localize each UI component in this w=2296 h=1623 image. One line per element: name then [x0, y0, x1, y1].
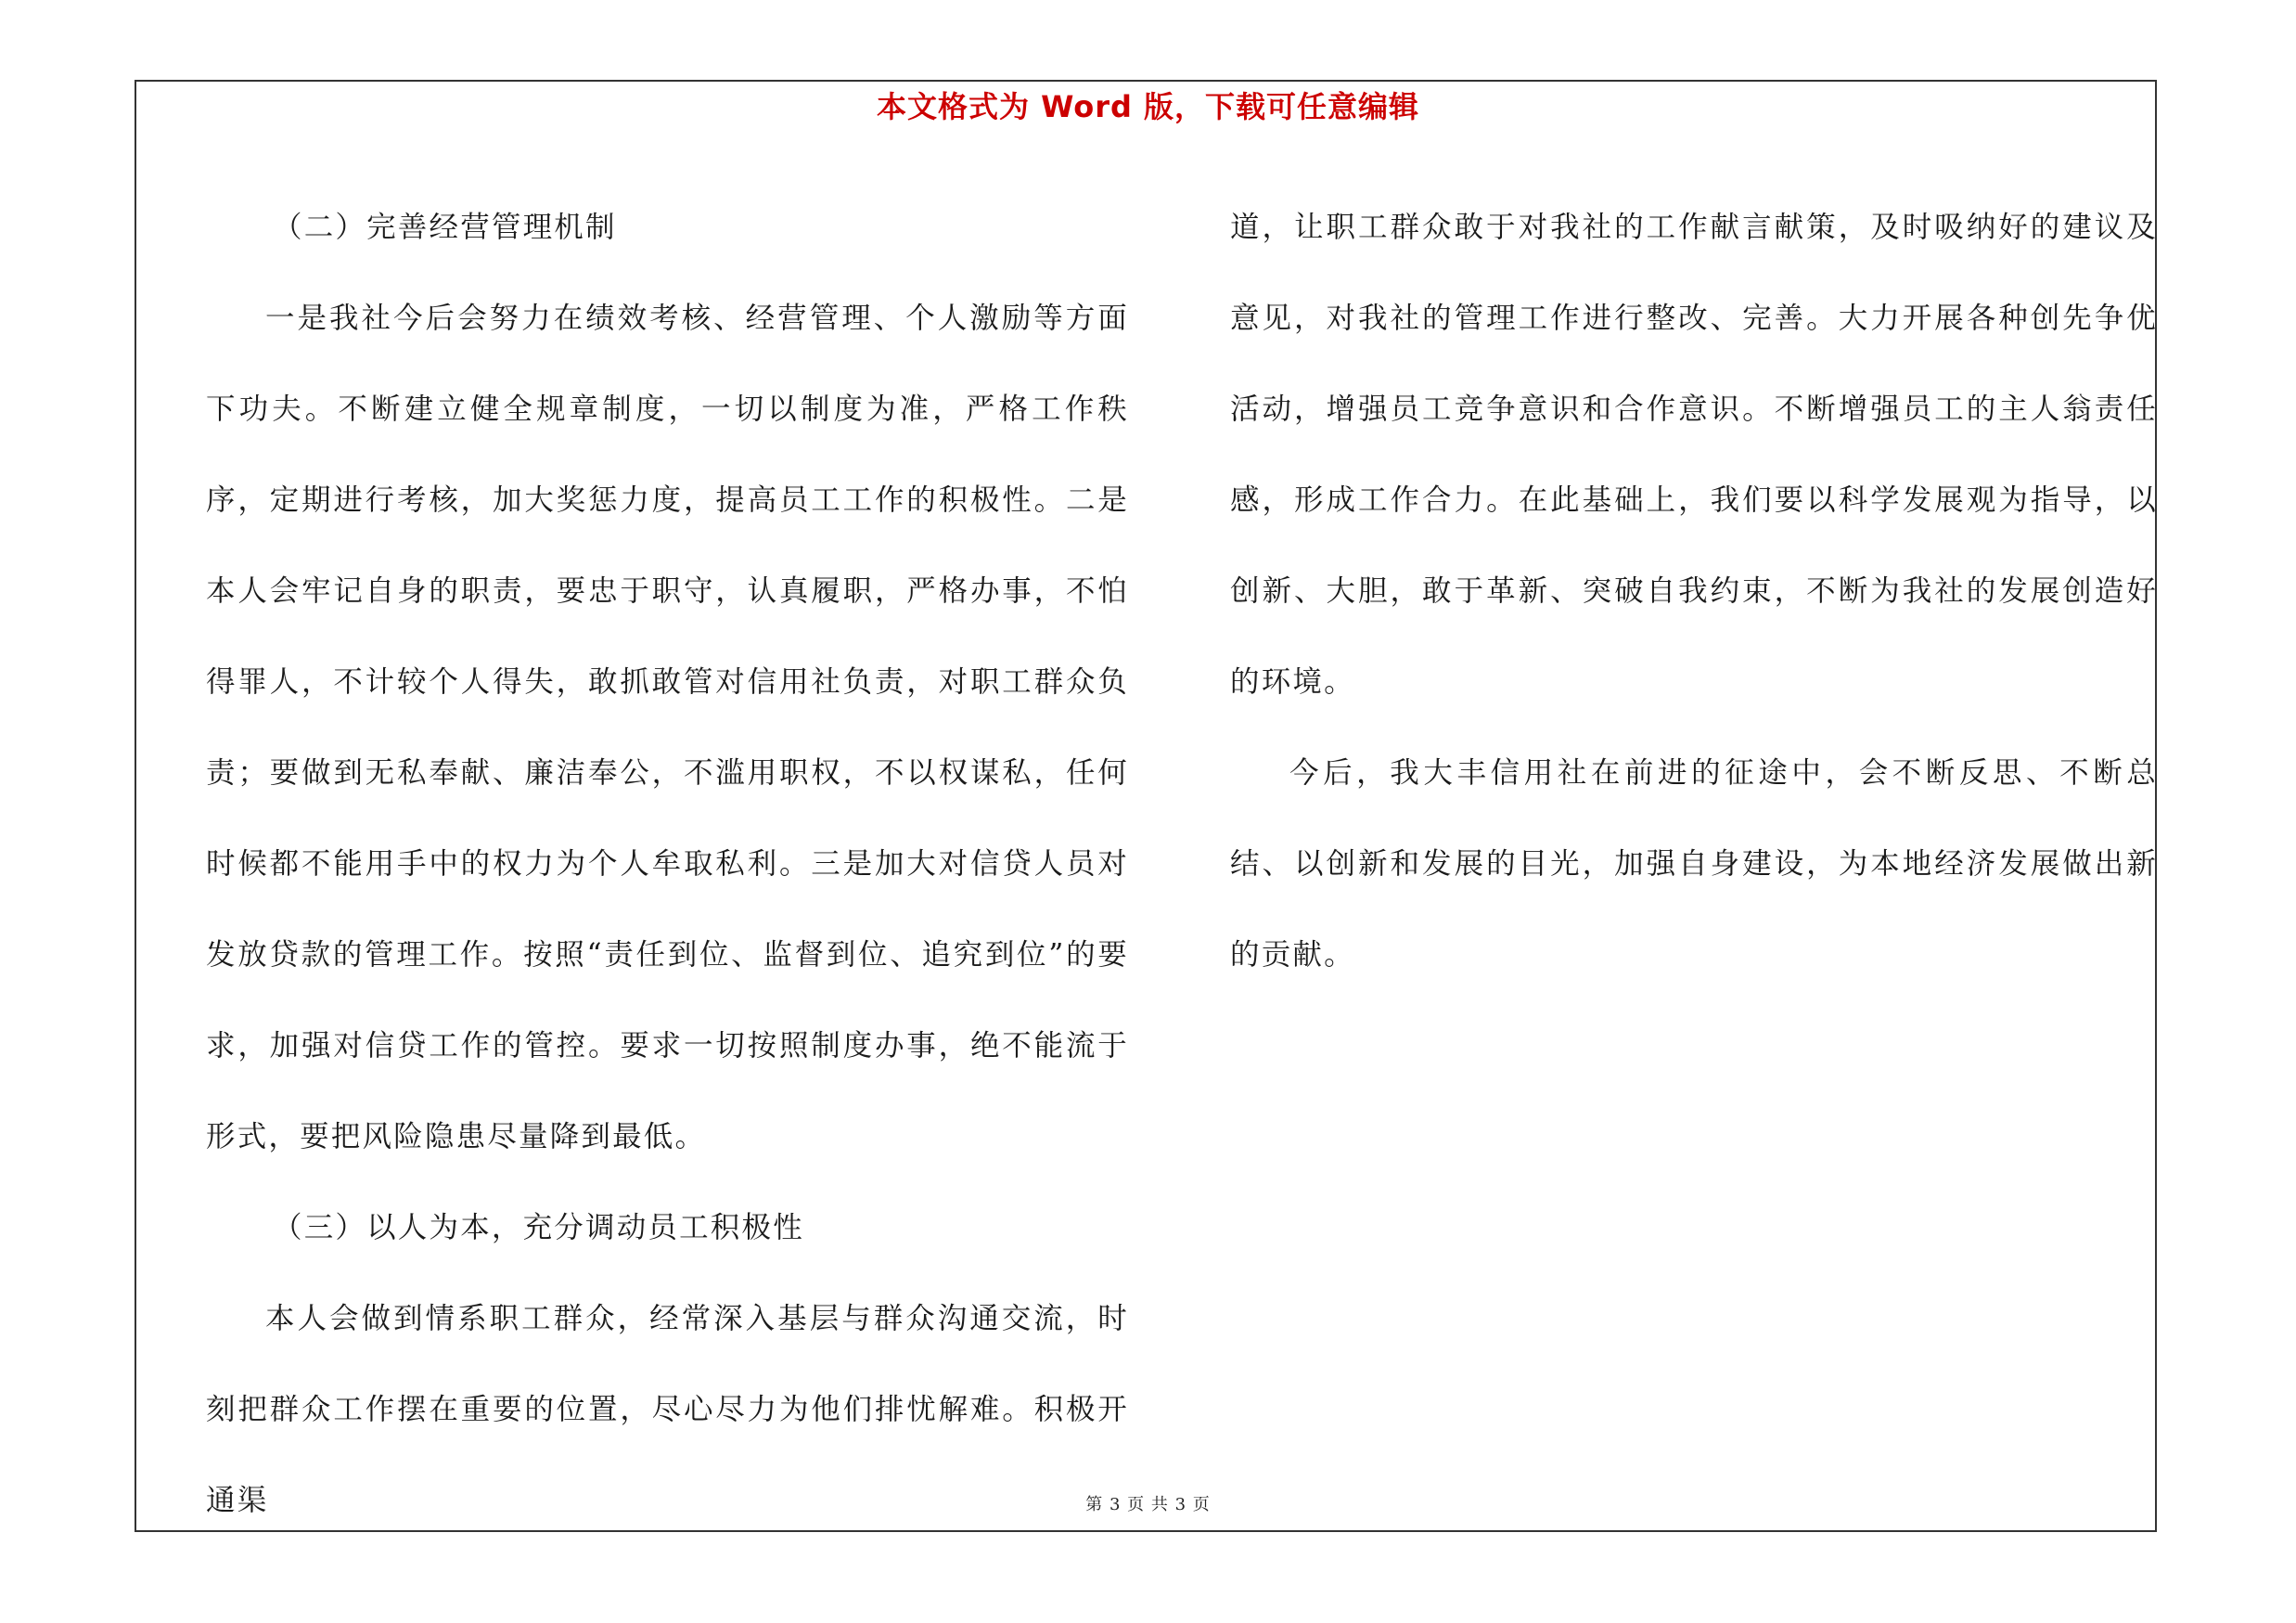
paragraph-people-oriented-continued: 道，让职工群众敢于对我社的工作献言献策，及时吸纳好的建议及意见，对我社的管理工作进行整改、完善。大力开展各种创先争优活动，增强员工竞争意识和合作意识。不断增强员工的主人翁责任感，形成工作合力。在此基础上，我们要以科学发展观为指导，以创新、大胆，敢于革新、突破自我约束，不断为我社的发展创造好的环境。	[1230, 211, 2158, 699]
paragraph-people-oriented: 本人会做到情系职工群众，经常深入基层与群众沟通交流，时刻把群众工作摆在重要的位置，尽心尽力为他们排忧解难。积极开通渠	[206, 1302, 1129, 1517]
right-text-column	[1230, 182, 2158, 1000]
left-text-column	[206, 182, 1129, 1546]
page-number-footer: 第 3 页 共 3 页	[1085, 1495, 1211, 1514]
paragraph-conclusion: 今后，我大丰信用社在前进的征途中，会不断反思、不断总结、以创新和发展的目光，加强自身建设，为本地经济发展做出新的贡献。	[1230, 756, 2158, 972]
paragraph-management-mechanism: 一是我社今后会努力在绩效考核、经营管理、个人激励等方面下功夫。不断建立健全规章制度，一切以制度为准，严格工作秩序，定期进行考核，加大奖惩力度，提高员工工作的积极性。二是本人会牢记自身的职责，要忠于职守，认真履职，严格办事，不怕得罪人，不计较个人得失，敢抓敢管对信用社负责，对职工群众负责；要做到无私奉献、廉洁奉公，不滥用职权，不以权谋私，任何时候都不能用手中的权力为个人牟取私利。三是加大对信贷人员对发放贷款的管理工作。按照“责任到位、监督到位、追究到位”的要求，加强对信贷工作的管控。要求一切按照制度办事，绝不能流于形式，要把风险隐患尽量降到最低。	[206, 302, 1129, 1153]
section-heading-3: （三）以人为本，充分调动员工积极性	[273, 1211, 804, 1244]
section-heading-2: （二）完善经营管理机制	[273, 211, 617, 244]
format-banner: 本文格式为 Word 版，下载可任意编辑	[876, 89, 1420, 124]
